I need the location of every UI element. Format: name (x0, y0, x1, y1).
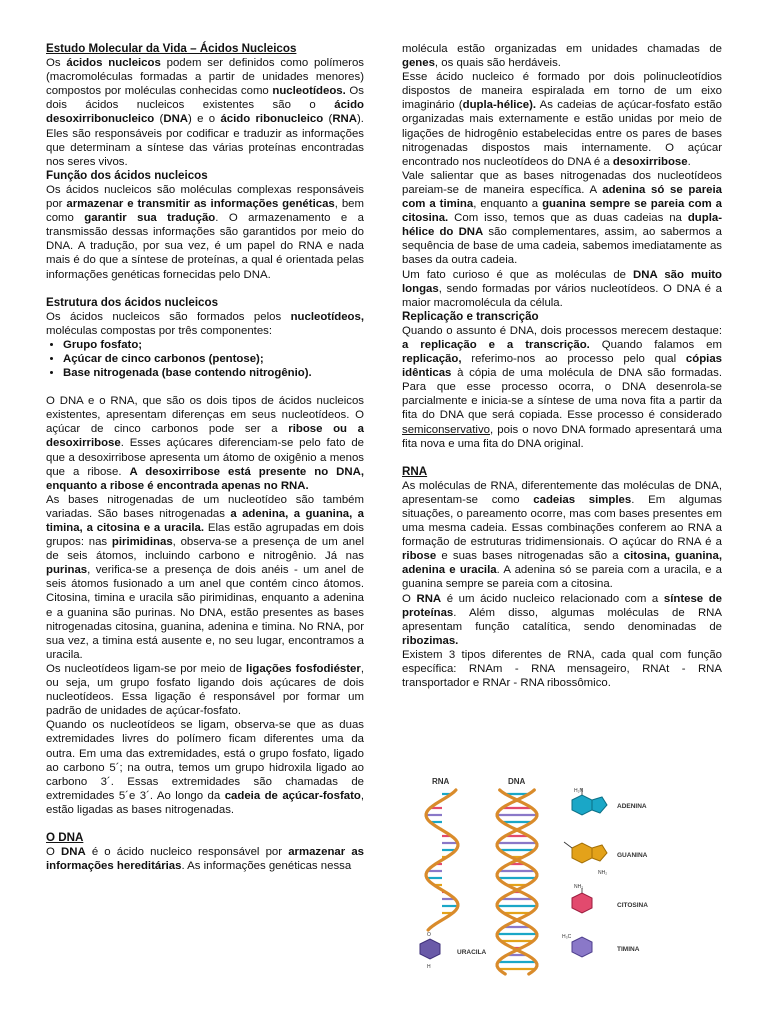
paragraph: Os ácidos nucleicos são moléculas complexas responsáveis por armazenar e transmitir as informações genéticas, bem como garantir sua tradução. O armazenamento e a transmissão dessas informações são garantidos por meio do DNA. A tradução, por sua vez, é um papel do RNA e nada mais é do que a síntese de proteínas, a qual é orientada pelas informações genéticas fornecidas pelo DNA. (46, 183, 364, 281)
svg-text:H₃C: H₃C (562, 934, 572, 940)
heading-dna: O DNA (46, 830, 84, 844)
paragraph: O RNA é um ácido nucleico relacionado com a síntese de proteínas. Além disso, algumas moléculas de RNA apresentam função catalítica, sendo denominadas de ribozimas. (402, 592, 723, 647)
label-dna: DNA (508, 777, 526, 786)
svg-text:H₂N: H₂N (574, 788, 584, 794)
paragraph: As bases nitrogenadas de um nucleotídeo são também variadas. São bases nitrogenadas a adenina, a guanina, a timina, a citosina e a uracila. Elas estão agrupadas em dois grupos: nas pirimidinas, observa-se a presença de um anel de seis átomos, incluindo carbono e nitrogênio. Já nas purinas, verifica-se a presença de dois anéis - um anel de seis átomos fusionado a um anel que contém cinco átomos. Citosina, timina e uracila são pirimidinas, enquanto a adenina e a guanina são purinas. No DNA, estão presentes as bases nitrogenadas citosina, guanina, adenina e timina. No RNA, por sua vez, a timina está ausente e, no seu lugar, encontramos a uracila. (46, 493, 365, 661)
list-item: • Grupo fosfato; (63, 338, 364, 352)
paragraph: Existem 3 tipos diferentes de RNA, cada qual com função específica: RNAm - RNA mensageiro, RNAt - RNA transportador e RNAr - RNA ribossômico. (402, 648, 722, 690)
heading-funcao: Função dos ácidos nucleicos (46, 168, 208, 182)
page-title: Estudo Molecular da Vida – Ácidos Nucleicos (46, 42, 297, 55)
rna-dna-illustration (412, 770, 722, 980)
left-column (46, 42, 364, 873)
paragraph: Os nucleotídeos ligam-se por meio de ligações fosfodiéster, ou seja, um grupo fosfato ligando dois açúcares de dois nucleotídeos. Essa ligação é responsável por formar um padrão de unidades de açúcar-fosfato. (46, 662, 364, 718)
heading-replicacao: Replicação e transcrição (402, 309, 539, 323)
label-uracila: URACILA (457, 949, 487, 956)
paragraph: Vale salientar que as bases nitrogenadas dos nucleotídeos pareiam-se de maneira específica. A adenina só se pareia com a timina, enquanto a guanina sempre se pareia com a citosina. Com isso, temos que as duas cadeias na dupla-hélice do DNA são complementares, assim, ao sabermos a sequência de base de uma cadeia, sabemos imediatamente as bases da outra cadeia. (402, 169, 722, 267)
right-column (402, 42, 722, 690)
label-guanina: GUANINA (617, 852, 648, 859)
dna-helix (497, 790, 537, 974)
paragraph: O DNA e o RNA, que são os dois tipos de ácidos nucleicos existentes, apresentam diferenças em seus nucleotídeos. O açúcar de cinco carbonos pode ser a ribose ou a desoxirribose. Esses açúcares diferenciam-se pelo fato de que a desoxirribose apresenta um átomo de oxigênio a menos que a ribose. A desoxirribose está presente no DNA, enquanto a ribose é encontrada apenas no RNA. (46, 395, 364, 492)
paragraph: Os ácidos nucleicos são formados pelos nucleotídeos, moléculas compostas por três componentes: (46, 310, 364, 337)
svg-text:H: H (427, 964, 431, 970)
components-list (46, 338, 364, 380)
rna-helix (426, 790, 458, 930)
paragraph: Quando os nucleotídeos se ligam, observa-se que as duas extremidades livres do polímero ficam diferentes uma da outra. Em uma das extremidades, está o grupo fosfato, ligado ao carbono 5´; na outra, temos um grupo hidroxila ligado ao carbono 3´. Essas extremidades são chamadas de extremidades 5´e 3´. Ao longo da cadeia de açúcar-fosfato, estão ligadas as bases nitrogenadas. (46, 719, 365, 816)
paragraph: Um fato curioso é que as moléculas de DNA são muito longas, sendo formadas por vários nucleotídeos. O DNA é a maior macromolécula da célula. (402, 268, 723, 309)
label-citosina: CITOSINA (617, 902, 648, 909)
guanina-molecule (564, 842, 648, 876)
label-timina: TIMINA (617, 946, 640, 953)
adenina-molecule (572, 788, 647, 815)
citosina-molecule (572, 884, 648, 913)
paragraph: As moléculas de RNA, diferentemente das moléculas de DNA, apresentam-se como cadeias simples. Em algumas situações, o pareamento ocorre, mas com bases presentes em uma mesma cadeia. Essas combinações conferem ao RNA a formação de estruturas tridimensionais. O açúcar do RNA é a ribose e suas bases nitrogenadas são a citosina, guanina, adenina e uracila. A adenina só se pareia com a uracila, e a guanina sempre se pareia com a citosina. (402, 479, 722, 591)
timina-molecule (562, 934, 640, 957)
list-item: • Base nitrogenada (base contendo nitrogênio). (63, 366, 364, 380)
label-adenina: ADENINA (617, 803, 647, 810)
heading-rna: RNA (402, 464, 428, 478)
paragraph: Os ácidos nucleicos podem ser definidos como polímeros (macromoléculas formadas a partir de unidades menores) compostos por moléculas conhecidas como nucleotídeos. Os dois ácidos nucleicos existentes são o ácido desoxirribonucleico (DNA) e o ácido ribonucleico (RNA). Eles são responsáveis por codificar e traduzir as informações que determinam a síntese das várias proteínas encontradas nos seres vivos. (46, 57, 365, 168)
label-rna: RNA (432, 777, 450, 786)
heading-estrutura: Estrutura dos ácidos nucleicos (46, 295, 219, 309)
paragraph: Esse ácido nucleico é formado por dois polinucleotídios dispostos de maneira espiralada em torno de um eixo imaginário (dupla-hélice). As cadeias de açúcar-fosfato estão organizadas mais externamente e estão unidas por meio de ligações de hidrogênio estabelecidas entre os pares de bases nitrogenadas dispostos mais internamente. O açúcar encontrado nos nucleotídeos do DNA é a desoxirribose. (402, 71, 722, 168)
list-item: • Açúcar de cinco carbonos (pentose); (63, 352, 364, 366)
paragraph: Quando o assunto é DNA, dois processos merecem destaque: a replicação e a transcrição. Quando falamos em replicação, referimo-nos ao processo pelo qual cópias idênticas à cópia de uma molécula de DNA são formadas. Para que esse processo ocorra, o DNA desenrola-se parcialmente e inicia-se a síntese de uma nova fita a partir da fita do DNA que será copiada. Esse processo é considerado semiconservativo, pois o novo DNA formado apresentará uma fita nova e uma fita do DNA original. (402, 324, 722, 450)
helix-backbone (426, 790, 458, 930)
paragraph: molécula estão organizadas em unidades chamadas de genes, os quais são herdáveis. (402, 43, 722, 70)
svg-text:O: O (427, 932, 431, 938)
uracila-molecule (420, 932, 487, 970)
svg-text:NH₂: NH₂ (574, 884, 584, 890)
paragraph: O DNA é o ácido nucleico responsável por armazenar as informações hereditárias. As informações genéticas nessa (46, 846, 364, 873)
svg-text:NH₂: NH₂ (598, 870, 608, 876)
